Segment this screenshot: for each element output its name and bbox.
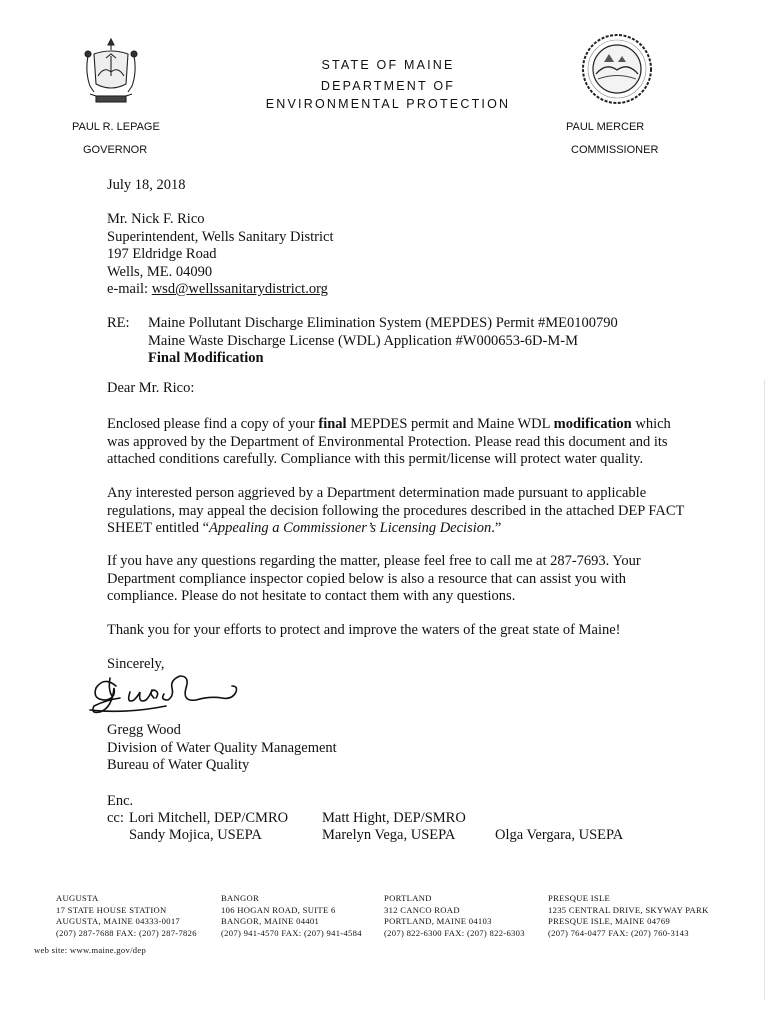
enclosure: Enc.: [107, 793, 134, 809]
header-department: DEPARTMENT OF: [320, 79, 456, 93]
office-city: BANGOR: [221, 893, 260, 903]
paragraph-thanks: Thank you for your efforts to protect and improve the waters of the great state of Maine!: [107, 622, 621, 638]
office-portland: [384, 893, 525, 939]
office-city-zip: AUGUSTA, MAINE 04333-0017: [56, 916, 181, 926]
page-edge-divider: [764, 380, 765, 1000]
handwritten-signature: [86, 670, 246, 718]
cc-matt-hight: Matt Hight, DEP/SMRO: [322, 810, 466, 826]
recipient-email-link[interactable]: wsd@wellssanitarydistrict.org: [151, 281, 328, 297]
salutation: Dear Mr. Rico:: [107, 380, 195, 396]
signer-division: Division of Water Quality Management: [107, 739, 337, 756]
office-phone: (207) 287-7688 FAX: (207) 287-7826: [56, 927, 197, 938]
office-augusta: [56, 893, 197, 939]
office-phone: (207) 822-6300 FAX: (207) 822-6303: [384, 927, 525, 938]
paragraph-questions: If you have any questions regarding the matter, please feel free to call me at 287-7693. Your Department compliance inspector copied below is also a resource that can assist you with compliance. Please do not hesitate to contact them with any questions.: [107, 553, 641, 604]
re-permit-line: Maine Pollutant Discharge Elimination System (MEPDES) Permit #ME0100790: [148, 315, 618, 331]
signer-bureau: Bureau of Water Quality: [107, 757, 250, 773]
signer-name: Gregg Wood: [107, 722, 181, 738]
recipient-address: [107, 211, 334, 299]
letter-date: July 18, 2018: [107, 177, 186, 193]
governor-name: PAUL R. LEPAGE: [72, 121, 160, 133]
recipient-city: Wells, ME. 04090: [107, 263, 213, 280]
commissioner-name: PAUL MERCER: [566, 121, 645, 133]
website[interactable]: web site: www.maine.gov/dep: [34, 945, 147, 955]
office-city-zip: PORTLAND, MAINE 04103: [384, 916, 492, 926]
cc-label: cc:: [107, 810, 124, 826]
office-phone: (207) 941-4570 FAX: (207) 941-4584: [221, 927, 362, 938]
office-city: PORTLAND: [384, 893, 432, 903]
maine-state-seal: [82, 36, 140, 108]
header-agency: ENVIRONMENTAL PROTECTION: [265, 97, 511, 111]
header-state: STATE OF MAINE: [321, 58, 455, 72]
email-label: e-mail:: [107, 281, 152, 297]
office-address: 312 CANCO ROAD: [384, 904, 460, 915]
governor-title: GOVERNOR: [83, 144, 148, 156]
office-city: PRESQUE ISLE: [548, 893, 611, 903]
office-phone: (207) 764-0477 FAX: (207) 760-3143: [548, 927, 689, 938]
paragraph-appeal: Any interested person aggrieved by a Department determination made pursuant to applicable regulations, may appeal the decision following the procedures described in the attached DEP FACT SHEET entitled “Appealing a Commissioner’s Licensing Decision.”: [107, 485, 685, 536]
re-final-modification: Final Modification: [148, 350, 264, 366]
recipient-name: Mr. Nick F. Rico: [107, 211, 205, 227]
recipient-title: Superintendent, Wells Sanitary District: [107, 228, 334, 245]
cc-sandy-mojica: Sandy Mojica, USEPA: [129, 827, 262, 843]
office-bangor: [221, 893, 362, 939]
office-city-zip: PRESQUE ISLE, MAINE 04769: [548, 916, 671, 926]
cc-lori-mitchell: Lori Mitchell, DEP/CMRO: [129, 810, 289, 826]
office-address: 17 STATE HOUSE STATION: [56, 904, 167, 915]
recipient-email-line: [107, 281, 334, 299]
office-address: 106 HOGAN ROAD, SUITE 6: [221, 904, 336, 915]
office-city: AUGUSTA: [56, 893, 99, 903]
cc-marelyn-vega: Marelyn Vega, USEPA: [322, 827, 456, 843]
re-license-line: Maine Waste Discharge License (WDL) Application #W000653-6D-M-M: [148, 332, 578, 349]
office-address: 1235 CENTRAL DRIVE, SKYWAY PARK: [548, 904, 709, 915]
re-block: [148, 315, 708, 368]
commissioner-title: COMMISSIONER: [571, 144, 659, 156]
re-label: RE:: [107, 315, 130, 331]
cc-olga-vergara: Olga Vergara, USEPA: [495, 827, 624, 843]
recipient-street: 197 Eldridge Road: [107, 246, 217, 262]
signer-block: [107, 722, 337, 775]
office-presque-isle: [548, 893, 709, 939]
dep-seal: [580, 32, 654, 106]
paragraph-enclosed: Enclosed please find a copy of your final MEPDES permit and Maine WDL modification which was approved by the Department of Environmental Protection. Please read this document and its attached conditions carefully. Compliance with this permit/license will protect water quality.: [107, 416, 671, 467]
office-city-zip: BANGOR, MAINE 04401: [221, 916, 320, 926]
closing: Sincerely,: [107, 656, 165, 672]
